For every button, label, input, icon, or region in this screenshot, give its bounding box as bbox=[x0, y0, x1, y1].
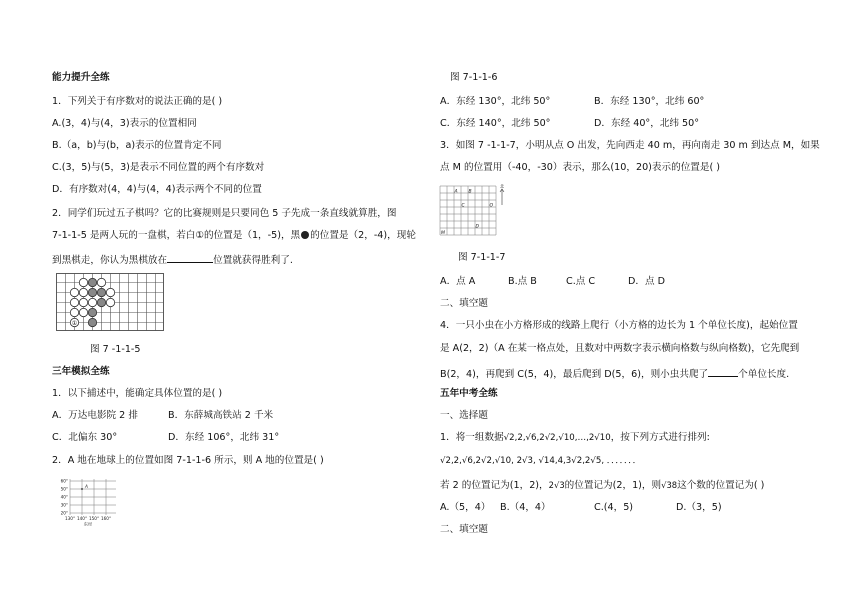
mock-option-3b: B.点 B bbox=[508, 276, 537, 287]
answer-blank-4 bbox=[708, 366, 738, 377]
question-2-line-2-a: 7-1-1-5 是两人玩的一盘棋，若白①的位置是（1，-5)，黑 bbox=[52, 230, 301, 241]
figure-go-board bbox=[56, 273, 164, 331]
black-stone bbox=[88, 288, 96, 296]
exam-question-1-suffix: ，按下列方式进行排列: bbox=[610, 432, 710, 443]
section-choice: 一、选择题 bbox=[440, 410, 488, 421]
exam-question-1-sequence: √2,2,√6,2√2,√10,…,2√10 bbox=[503, 433, 611, 443]
north-label: 北 bbox=[500, 183, 504, 189]
mock-option-3c: C.点 C bbox=[566, 276, 596, 287]
figure-6-caption: 图 7-1-1-6 bbox=[450, 72, 498, 83]
option-1a: A.(3，4)与(4，3)表示的位置相同 bbox=[52, 118, 197, 129]
white-stone bbox=[106, 288, 114, 296]
point-a-dot bbox=[81, 488, 83, 490]
fill-question-4-line-2: 是 A(2，2)（A 在某一格点处，且数对中两数字表示横向格数与纵向格数)，它先爬到 bbox=[440, 343, 800, 354]
exam-question-1-l3e: 这个数的位置记为( ) bbox=[677, 480, 765, 491]
black-stone-icon bbox=[301, 231, 309, 239]
white-stone bbox=[79, 298, 87, 306]
question-2-line-2-b: 的位置是（2，-4)，现轮 bbox=[310, 230, 416, 241]
figure-7-caption: 图 7-1-1-7 bbox=[458, 252, 506, 263]
white-stone bbox=[79, 288, 87, 296]
mock-option-1d: D．东经 106°，北纬 31° bbox=[168, 432, 280, 443]
section-title-five-year: 五年中考全练 bbox=[440, 388, 498, 399]
black-stone bbox=[97, 298, 105, 306]
option-1c: C.(3，5)与(5，3)是表示不同位置的两个有序数对 bbox=[52, 162, 265, 173]
white-stone bbox=[88, 298, 96, 306]
question-2-line-3 bbox=[52, 252, 293, 267]
mock-question-1: 1．以下捕述中，能确定具体位置的是( ) bbox=[52, 388, 223, 399]
exam-question-1-l3b: 2√3 bbox=[548, 480, 565, 490]
mock-option-1c: C．北偏东 30° bbox=[52, 432, 118, 443]
exam-question-1-line-3 bbox=[440, 479, 764, 492]
exam-question-1-l3a: 若 2 的位置记为(1，2)， bbox=[440, 480, 549, 491]
question-2-line-1: 2．同学们玩过五子棋吗？它的比赛规则是只要同色 5 子先成一条直线就算胜，图 bbox=[52, 208, 397, 219]
black-stone bbox=[88, 278, 96, 286]
white-stone bbox=[97, 278, 105, 286]
question-1: 1．下列关于有序数对的说法正确的是( ) bbox=[52, 96, 223, 107]
mock-option-3d: D．点 D bbox=[628, 276, 666, 287]
mock-question-2: 2．A 地在地球上的位置如图 7-1-1-6 所示，则 A 地的位置是( ) bbox=[52, 455, 324, 466]
lat-label: 50° bbox=[60, 486, 68, 492]
white-stone bbox=[106, 298, 114, 306]
exam-option-1a: A.（5，4） bbox=[440, 502, 491, 513]
lat-label: 30° bbox=[60, 502, 68, 508]
point-label-m: M bbox=[441, 231, 445, 236]
white-stone bbox=[70, 308, 78, 316]
long-label: 150° bbox=[88, 516, 100, 521]
long-label: 130° bbox=[64, 516, 76, 521]
mock-option-3a: A．点 A bbox=[440, 276, 476, 287]
figure-lat-long-grid bbox=[52, 476, 122, 526]
exam-question-1-l3d: √38 bbox=[661, 480, 678, 490]
white-stone bbox=[79, 278, 87, 286]
mock-option-2d: D．东经 40°，北纬 50° bbox=[594, 118, 700, 129]
section-title-three-year: 三年模拟全练 bbox=[52, 366, 110, 377]
exam-option-1c: C.(4，5) bbox=[594, 502, 634, 513]
option-1d: D．有序数对(4，4)与(4，4)表示两个不同的位置 bbox=[52, 184, 262, 195]
question-2-line-3-b: 位置就获得胜利了. bbox=[213, 255, 293, 266]
point-label-b: B bbox=[468, 189, 472, 195]
exam-question-1-prefix: 1．将一组数据 bbox=[440, 432, 504, 443]
black-stone bbox=[88, 318, 96, 326]
white-stone bbox=[79, 308, 87, 316]
exam-question-1-l3c: 的位置记为(2，1)，则 bbox=[564, 480, 662, 491]
mock-option-1b: B．东薛城高铁站 2 千米 bbox=[168, 410, 274, 421]
mock-option-2c: C．东经 140°，北纬 50° bbox=[440, 118, 551, 129]
point-label-a: A bbox=[454, 189, 458, 195]
black-stone bbox=[88, 308, 96, 316]
lat-label: 40° bbox=[60, 494, 68, 500]
white-stone-1-label: ① bbox=[71, 320, 78, 327]
exam-option-1d: D.（3，5) bbox=[676, 502, 722, 513]
mock-option-1a: A．万达电影院 2 排 bbox=[52, 410, 138, 421]
point-label-o: O bbox=[489, 203, 494, 209]
figure-points-grid bbox=[438, 183, 508, 241]
option-1b: B.（a，b)与(b，a)表示的位置肯定不同 bbox=[52, 140, 222, 151]
fill-question-4-line-3-a: B(2，4)，再爬到 C(5，4)，最后爬到 D(5，6)，则小虫共爬了 bbox=[440, 369, 709, 380]
mock-question-3-line-1: 3．如图 7 -1-1-7，小明从点 O 出发，先向西走 40 m，再向南走 30 m 到达点 M，如果 bbox=[440, 140, 820, 151]
question-2-line-3-a: 到黑棋走，你认为黑棋放在 bbox=[52, 255, 168, 266]
fill-question-4-line-1: 4．一只小虫在小方格形成的线路上爬行（小方格的边长为 1 个单位长度)，起始位置 bbox=[440, 320, 798, 331]
point-a-label: A bbox=[85, 484, 88, 489]
lat-label: 60° bbox=[60, 478, 68, 484]
long-label: 140° bbox=[76, 516, 88, 521]
mock-option-2b: B．东经 130°，北纬 60° bbox=[594, 96, 705, 107]
black-stone bbox=[97, 288, 105, 296]
point-label-c: C bbox=[461, 203, 465, 209]
mock-option-2a: A．东经 130°，北纬 50° bbox=[440, 96, 551, 107]
white-stone bbox=[70, 298, 78, 306]
long-label: 160° bbox=[100, 516, 112, 521]
lat-label: 20° bbox=[60, 510, 68, 516]
section-fill-blank-2: 二、填空题 bbox=[440, 524, 488, 535]
section-fill-blank: 二、填空题 bbox=[440, 298, 488, 309]
figure-5-caption: 图 7 -1-1-5 bbox=[90, 344, 141, 355]
point-label-d: D bbox=[475, 224, 479, 230]
exam-question-1-arrangement: √2,2,√6,2√2,√10, 2√3, √14,4,3√2,2√5, ．．．．．．． bbox=[440, 456, 642, 466]
answer-blank-2 bbox=[167, 252, 213, 263]
mock-question-3-line-2: 点 M 的位置用（-40，-30）表示，那么(10，20)表示的位置是( ) bbox=[440, 162, 721, 173]
fill-question-4-line-3-b: 个单位长度. bbox=[738, 369, 790, 380]
question-2-line-2 bbox=[52, 230, 416, 242]
exam-question-1-line-1 bbox=[440, 432, 710, 444]
fill-question-4-line-3 bbox=[440, 366, 789, 381]
section-title-ability: 能力提升全练 bbox=[52, 72, 110, 83]
long-axis-name: 东经 bbox=[83, 521, 93, 526]
exam-option-1b: B.（4，4） bbox=[500, 502, 551, 513]
white-stone bbox=[70, 288, 78, 296]
